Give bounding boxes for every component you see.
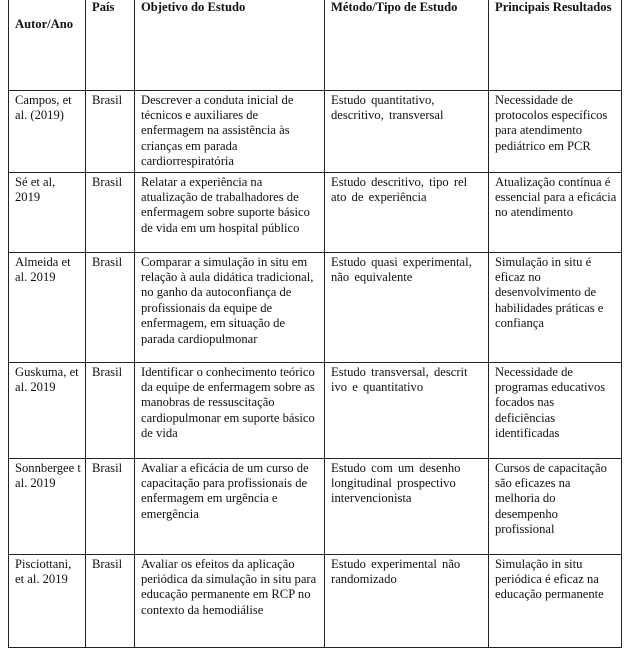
cell-resultados: Simulação in situ é eficaz no desenvolvimento de habilidades práticas e confiança: [489, 252, 622, 362]
table-row: [9, 458, 622, 554]
cell-objetivo: Descrever a conduta inicial de técnicos e auxiliares de enfermagem na assistência às crianças em parada cardiorrespiratória: [135, 90, 325, 172]
cell-autor: Sonnbergee t al. 2019: [9, 458, 86, 554]
header-row: [9, 0, 622, 90]
cell-resultados: Necessidade de programas educativos focados nas deficiências identificadas: [489, 362, 622, 458]
cell-metodo: Estudo com um desenho longitudinal prospectivo intervencionista: [325, 458, 489, 554]
cell-objetivo: Avaliar os efeitos da aplicação periódica da simulação in situ para educação permanente em RCP no contexto da hemodiálise: [135, 554, 325, 647]
cell-autor: Guskuma, et al. 2019: [9, 362, 86, 458]
cell-autor: Almeida et al. 2019: [9, 252, 86, 362]
header-resultados: Principais Resultados: [489, 0, 622, 90]
cell-pais: Brasil: [86, 554, 135, 647]
table-row: [9, 554, 622, 647]
cell-pais: Brasil: [86, 458, 135, 554]
cell-objetivo: Avaliar a eficácia de um curso de capacitação para profissionais de enfermagem em urgência e emergência: [135, 458, 325, 554]
table-row: [9, 90, 622, 172]
cell-pais: Brasil: [86, 252, 135, 362]
header-pais: País: [86, 0, 135, 90]
cell-metodo: Estudo quantitativo, descritivo, transversal: [325, 90, 489, 172]
cell-objetivo: Relatar a experiência na atualização de trabalhadores de enfermagem sobre suporte básico de vida em um hospital público: [135, 172, 325, 252]
cell-resultados: Simulação in situ periódica é eficaz na educação permanente: [489, 554, 622, 647]
header-objetivo: Objetivo do Estudo: [135, 0, 325, 90]
cell-objetivo: Comparar a simulação in situ em relação à aula didática tradicional, no ganho da autoconfiança de profissionais da equipe de enfermagem, em situação de parada cardiopulmonar: [135, 252, 325, 362]
cell-pais: Brasil: [86, 362, 135, 458]
cell-resultados: Atualização contínua é essencial para a eficácia no atendimento: [489, 172, 622, 252]
cell-resultados: Cursos de capacitação são eficazes na melhoria do desempenho profissional: [489, 458, 622, 554]
cell-autor: Sé et al, 2019: [9, 172, 86, 252]
header-metodo: Método/Tipo de Estudo: [325, 0, 489, 90]
table-row: [9, 252, 622, 362]
cell-metodo: Estudo descritivo, tipo rel ato de experiência: [325, 172, 489, 252]
cell-resultados: Necessidade de protocolos específicos para atendimento pediátrico em PCR: [489, 90, 622, 172]
cell-pais: Brasil: [86, 172, 135, 252]
cell-metodo: Estudo transversal, descrit ivo e quantitativo: [325, 362, 489, 458]
studies-table: [8, 0, 622, 648]
cell-metodo: Estudo experimental não randomizado: [325, 554, 489, 647]
cell-metodo: Estudo quasi experimental, não equivalente: [325, 252, 489, 362]
cell-autor: Pisciottani, et al. 2019: [9, 554, 86, 647]
cell-autor: Campos, et al. (2019): [9, 90, 86, 172]
cell-objetivo: Identificar o conhecimento teórico da equipe de enfermagem sobre as manobras de ressuscitação cardiopulmonar em suporte básico de vida: [135, 362, 325, 458]
table-row: [9, 362, 622, 458]
cell-pais: Brasil: [86, 90, 135, 172]
table-row: [9, 172, 622, 252]
header-autor-ano: Autor/Ano: [9, 0, 86, 90]
